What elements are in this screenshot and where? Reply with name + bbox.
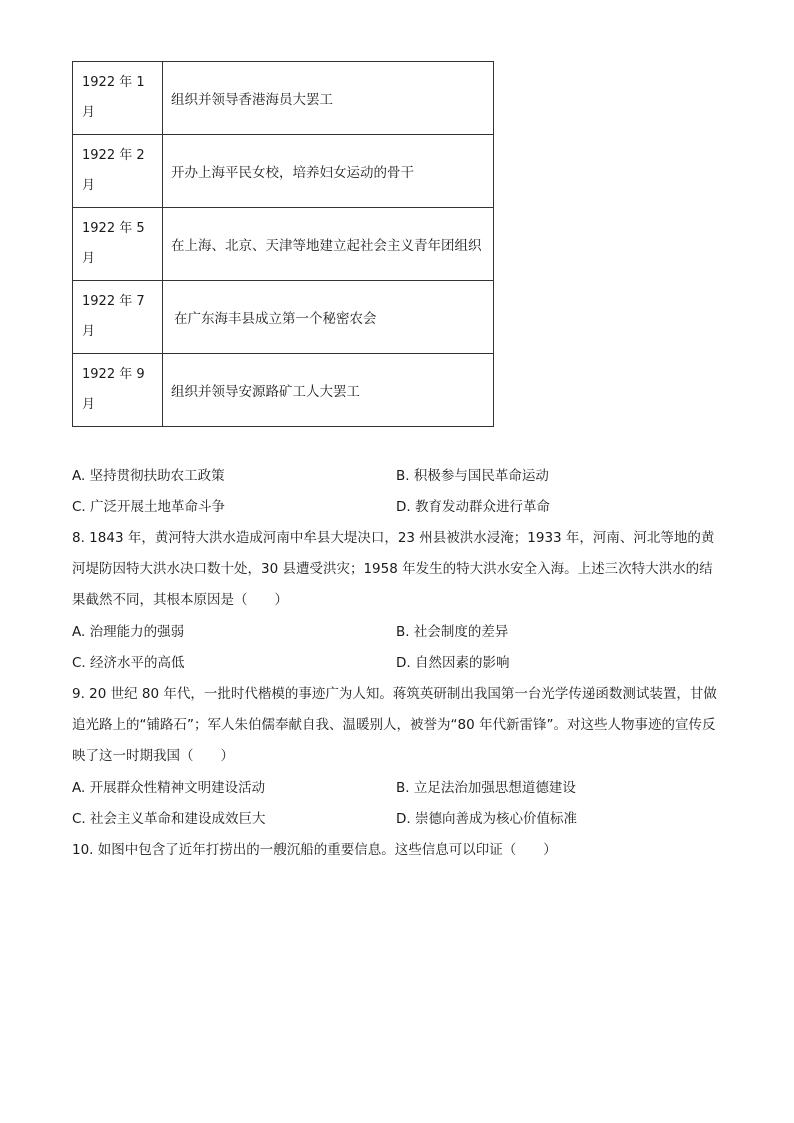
event-cell: 在广东海丰县成立第一个秘密农会 [163,281,494,354]
date-cell [73,208,163,281]
event-cell: 组织并领导安源路矿工人大罢工 [163,354,494,427]
q9-option-b: B. 立足法治加强思想道德建设 [396,780,576,796]
table-row [73,135,494,208]
event-cell: 组织并领导香港海员大罢工 [163,62,494,135]
date-text: 1922 年 9 月 [82,367,145,412]
date-text: 1922 年 5 月 [82,221,145,266]
date-cell [73,354,163,427]
q9-option-c: C. 社会主义革命和建设成效巨大 [72,811,266,827]
event-cell: 开办上海平民女校，培养妇女运动的骨干 [163,135,494,208]
events-table [72,61,494,427]
date-text: 1922 年 1 月 [82,75,145,120]
table-row [73,208,494,281]
table-row [73,62,494,135]
q7-option-b: B. 积极参与国民革命运动 [396,468,549,484]
q8-option-c: C. 经济水平的高低 [72,655,185,671]
date-cell [73,135,163,208]
q8-option-a: A. 治理能力的强弱 [72,624,185,640]
q9-option-d: D. 崇德向善成为核心价值标准 [396,811,577,827]
q9-option-a: A. 开展群众性精神文明建设活动 [72,780,266,796]
event-cell: 在上海、北京、天津等地建立起社会主义青年团组织 [163,208,494,281]
q7-option-a: A. 坚持贯彻扶助农工政策 [72,468,225,484]
q7-option-d: D. 教育发动群众进行革命 [396,499,550,515]
date-cell [73,281,163,354]
date-cell [73,62,163,135]
q8-option-b: B. 社会制度的差异 [396,624,509,640]
q7-option-c: C. 广泛开展土地革命斗争 [72,499,226,515]
date-text: 1922 年 7 月 [82,294,145,339]
question-10-text: 10. 如图中包含了近年打捞出的一艘沉船的重要信息。这些信息可以印证（ ） [72,842,557,858]
table-row [73,354,494,427]
q8-option-d: D. 自然因素的影响 [396,655,510,671]
date-text: 1922 年 2 月 [82,148,145,193]
table-row [73,281,494,354]
question-8-text: 8. 1843 年，黄河特大洪水造成河南中牟县大堤决口，23 州县被洪水浸淹；1933 年，河南、河北等地的黄河堤防因特大洪水决口数十处，30 县遭受洪灾；1958 年发生的特大洪水安全入海。上述三次特大洪水的结果截然不同，其根本原因是（ ） [72,530,715,608]
question-9-text: 9. 20 世纪 80 年代，一批时代楷模的事迹广为人知。蒋筑英研制出我国第一台光学传递函数测试装置，甘做追光路上的“铺路石”；军人朱伯儒奉献自我、温暖别人，被誉为“80 年代新雷锋”。对这些人物事迹的宣传反映了这一时期我国（ ） [72,686,717,764]
